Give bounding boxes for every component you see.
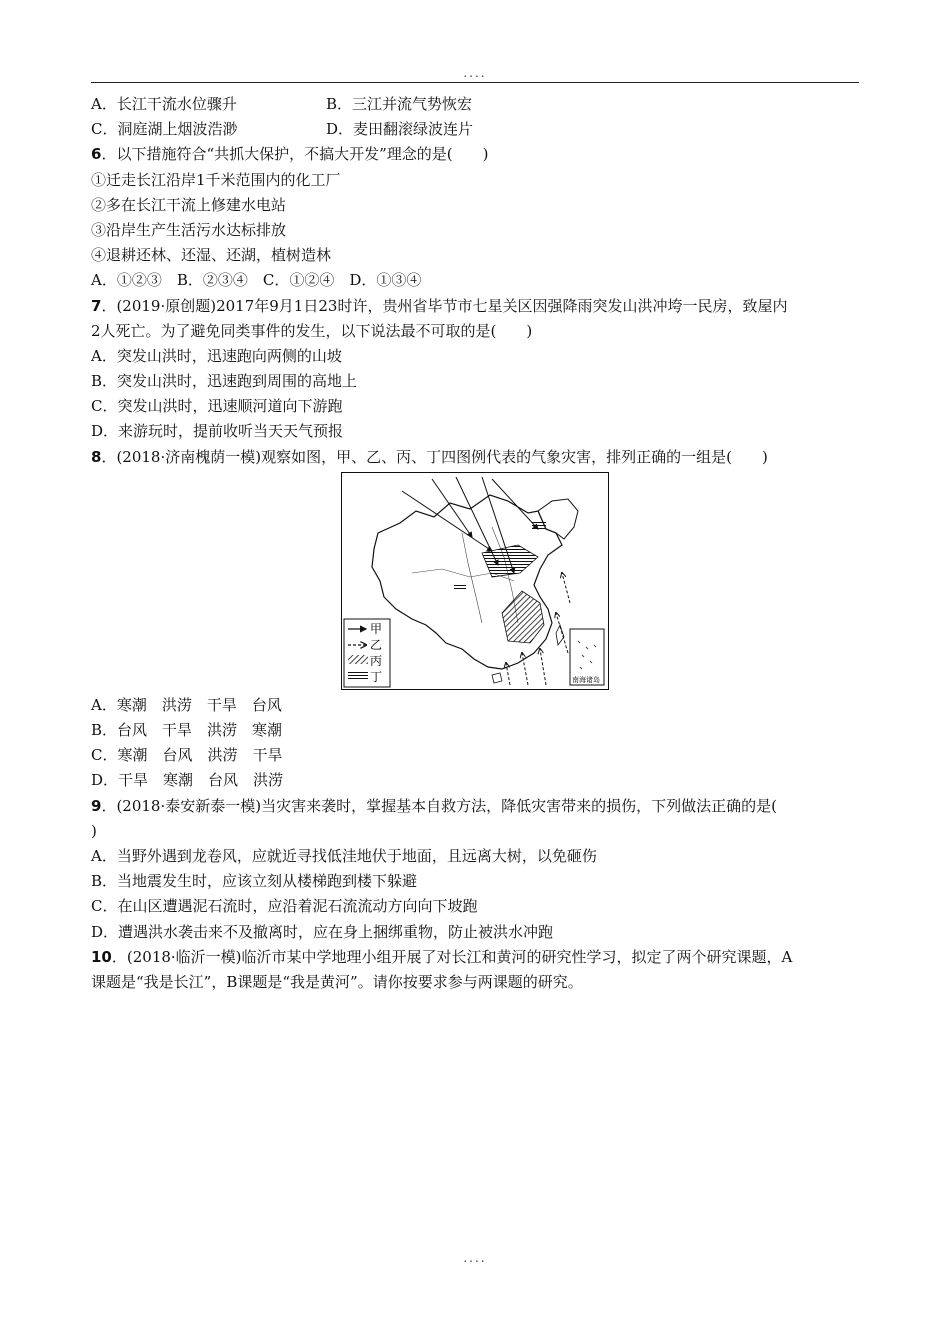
q9-option-a: A．当野外遇到龙卷风，应就近寻找低洼地伏于地面，且远离大树，以免砸伤 xyxy=(91,846,597,865)
header-rule xyxy=(91,82,859,83)
q6-item-3: ③沿岸生产生活污水达标排放 xyxy=(91,220,287,239)
q7-stem-line-2: 2人死亡。为了避免同类事件的发生，以下说法最不可取的是( ) xyxy=(91,321,533,340)
q8-option-b: B．台风 干旱 洪涝 寒潮 xyxy=(91,721,283,739)
q8-source: ．(2018·济南槐荫一模) xyxy=(101,447,262,466)
legend-jia-label: 甲 xyxy=(370,621,383,636)
q9-number: 9 xyxy=(91,796,102,815)
q5-options-row-1 xyxy=(91,92,861,117)
q6-item-4: ④退耕还林、还湿、还湖，植树造林 xyxy=(91,246,332,265)
q7-source: ．(2019·原创题) xyxy=(101,296,217,315)
q8-number: 8 xyxy=(91,447,102,466)
q9-option-c: C．在山区遭遇泥石流时，应沿着泥石流流动方向向下坡跑 xyxy=(91,897,478,916)
legend-bing-label: 丙 xyxy=(370,653,383,668)
q7-stem-line-1 xyxy=(91,294,861,319)
q6-stem-text: ．以下措施符合“共抓大保护，不搞大开发”理念的是( ) xyxy=(101,145,489,164)
q6-options: A．①②③ B．②③④ C．①②④ D．①③④ xyxy=(91,271,422,290)
q5-option-c: C．洞庭湖上烟波浩渺 xyxy=(91,120,238,139)
hazard-yi-arrow-3 xyxy=(556,613,568,653)
hazard-bing-area xyxy=(502,591,544,643)
q6-item-2: ②多在长江干流上修建水电站 xyxy=(91,195,287,214)
footer-dots: .... xyxy=(463,1251,487,1265)
legend-ding-symbol xyxy=(348,671,368,681)
q5-option-d: D．麦田翻滚绿波连片 xyxy=(326,120,474,139)
map-svg xyxy=(342,473,608,689)
hazard-jia-arrow-2 xyxy=(456,477,498,565)
hazard-yi-arrow-2 xyxy=(540,649,546,685)
q9-option-d: D．遭遇洪水袭击来不及撤离时，应在身上捆绑重物，防止被洪水冲跑 xyxy=(91,922,554,941)
q10-stem-line-1 xyxy=(91,945,861,970)
q5-options-row-2 xyxy=(91,117,861,142)
northeast-outline xyxy=(538,499,578,539)
hazard-jia-arrow-5 xyxy=(492,479,538,529)
q8-option-a: A．寒潮 洪涝 干旱 台风 xyxy=(91,695,282,714)
province-line-2 xyxy=(462,533,482,623)
inset-label: 南海诸岛 xyxy=(572,675,600,684)
q5-option-a: A．长江干流水位骤升 xyxy=(91,95,237,113)
china-weather-hazard-map xyxy=(341,472,609,690)
header-dots: .... xyxy=(463,66,487,80)
document-body xyxy=(91,92,861,995)
q9-option-b: B．当地震发生时，应该立刻从楼梯跑到楼下躲避 xyxy=(91,872,418,891)
q10-source: ．(2018·临沂一模) xyxy=(111,947,242,966)
legend-yi-label: 乙 xyxy=(370,637,383,652)
q10-stem-line-2: 课题是“我是长江”，B课题是“我是黄河”。请你按要求参与两课题的研究。 xyxy=(91,972,583,991)
q6-number: 6 xyxy=(91,145,102,164)
q7-option-b: B．突发山洪时，迅速跑到周围的高地上 xyxy=(91,372,358,391)
q7-stem-text-1: 2017年9月1日23时许，贵州省毕节市七星关区因强降雨突发山洪冲垮一民房，致屋内 xyxy=(216,296,788,315)
q8-stem xyxy=(91,445,861,470)
q5-option-b: B．三江并流气势恢宏 xyxy=(326,95,473,113)
q7-option-d: D．来游玩时，提前收听当天天气预报 xyxy=(91,422,344,441)
hazard-yi-arrow-4 xyxy=(562,573,570,603)
hazard-ding-area-small xyxy=(454,583,466,591)
hainan-island xyxy=(492,673,502,683)
q9-stem-text-1: 当灾害来袭时，掌握基本自救方法，降低灾害带来的损伤，下列做法正确的是( xyxy=(261,796,777,815)
q9-stem-line-2: ) xyxy=(91,821,97,840)
q10-number: 10 xyxy=(91,947,112,966)
q7-option-c: C．突发山洪时，迅速顺河道向下游跑 xyxy=(91,397,343,416)
legend-bing-symbol xyxy=(348,655,368,664)
q7-number: 7 xyxy=(91,296,102,315)
q9-source: ．(2018·泰安新泰一模) xyxy=(101,796,262,815)
q8-option-d: D．干旱 寒潮 台风 洪涝 xyxy=(91,771,284,790)
hazard-ding-area-ne xyxy=(532,521,546,531)
q6-stem xyxy=(91,142,861,167)
q9-stem-line-1 xyxy=(91,794,861,819)
q8-stem-text: 观察如图，甲、乙、丙、丁四图例代表的气象灾害，排列正确的一组是( ) xyxy=(261,447,768,466)
q7-option-a: A．突发山洪时，迅速跑向两侧的山坡 xyxy=(91,346,342,365)
q8-option-c: C．寒潮 台风 洪涝 干旱 xyxy=(91,746,283,765)
q8-figure-area xyxy=(91,470,861,693)
q6-item-1: ①迁走长江沿岸1千米范围内的化工厂 xyxy=(91,170,341,189)
legend-ding-label: 丁 xyxy=(370,669,383,684)
q10-stem-text-1: 临沂市某中学地理小组开展了对长江和黄河的研究性学习，拟定了两个研究课题，A xyxy=(241,947,793,966)
